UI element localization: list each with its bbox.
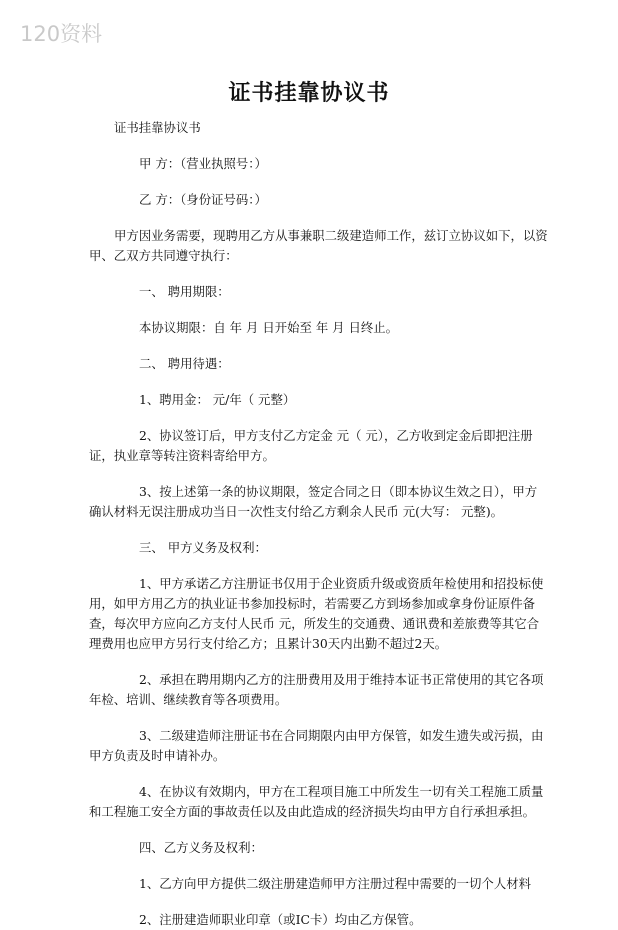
party-b-line: 乙 方：（身份证号码：） [139, 192, 267, 207]
section-heading-2: 二、 聘用待遇： [139, 356, 230, 371]
clause-3-3: 3、二级建造师注册证书在合同期限内由甲方保管，如发生遗失或污损，由甲方负责及时申请补办。 [89, 728, 544, 763]
section-heading-4: 四、乙方义务及权利： [139, 840, 263, 855]
watermark-text: 120资料 [20, 22, 103, 46]
clause-2-2: 2、协议签订后，甲方支付乙方定金 元（ 元），乙方收到定金后即把注册证，执业章等转注资料寄给甲方。 [89, 428, 533, 463]
section-heading-1: 一、 聘用期限： [139, 284, 230, 299]
document-body [89, 118, 549, 930]
clause-3-2: 2、承担在聘用期内乙方的注册费用及用于维持本证书正常使用的其它各项年检、培训、继续教育等各项费用。 [89, 672, 544, 707]
subtitle-line: 证书挂靠协议书 [114, 120, 201, 135]
document-title: 证书挂靠协议书 [228, 81, 390, 106]
clause-3-4: 4、在协议有效期内，甲方在工程项目施工中所发生一切有关工程施工质量和工程施工安全方面的事故责任以及由此造成的经济损失均由甲方自行承担承担。 [89, 784, 544, 819]
clause-2-1: 1、聘用金： 元/年（ 元整） [139, 392, 296, 407]
clause-4-2: 2、注册建造师职业印章（或IC卡）均由乙方保管。 [139, 912, 422, 927]
preamble-paragraph: 甲方因业务需要，现聘用乙方从事兼职二级建造师工作，兹订立协议如下，以资甲、乙双方共同遵守执行： [89, 228, 548, 263]
section-heading-3: 三、 甲方义务及权利： [139, 540, 267, 555]
clause-2-3: 3、按上述第一条的协议期限，签定合同之日（即本协议生效之日），甲方确认材料无误注册成功当日一次性支付给乙方剩余人民币 元(大写： 元整)。 [89, 484, 538, 519]
term-paragraph: 本协议期限：自 年 月 日开始至 年 月 日终止。 [139, 320, 399, 335]
clause-3-1: 1、甲方承诺乙方注册证书仅用于企业资质升级或资质年检使用和招投标使用，如甲方用乙方的执业证书参加投标时，若需要乙方到场参加或拿身份证原件备查，每次甲方应向乙方支付人民币 元，所发生的交通费、通讯费和差旅费等其它合理费用也应甲方另行支付给乙方；且累计30天内出勤不超过2天。 [89, 576, 544, 651]
clause-4-1: 1、乙方向甲方提供二级注册建造师甲方注册过程中需要的一切个人材料 [139, 876, 531, 891]
party-a-line: 甲 方：（营业执照号：） [139, 156, 267, 171]
